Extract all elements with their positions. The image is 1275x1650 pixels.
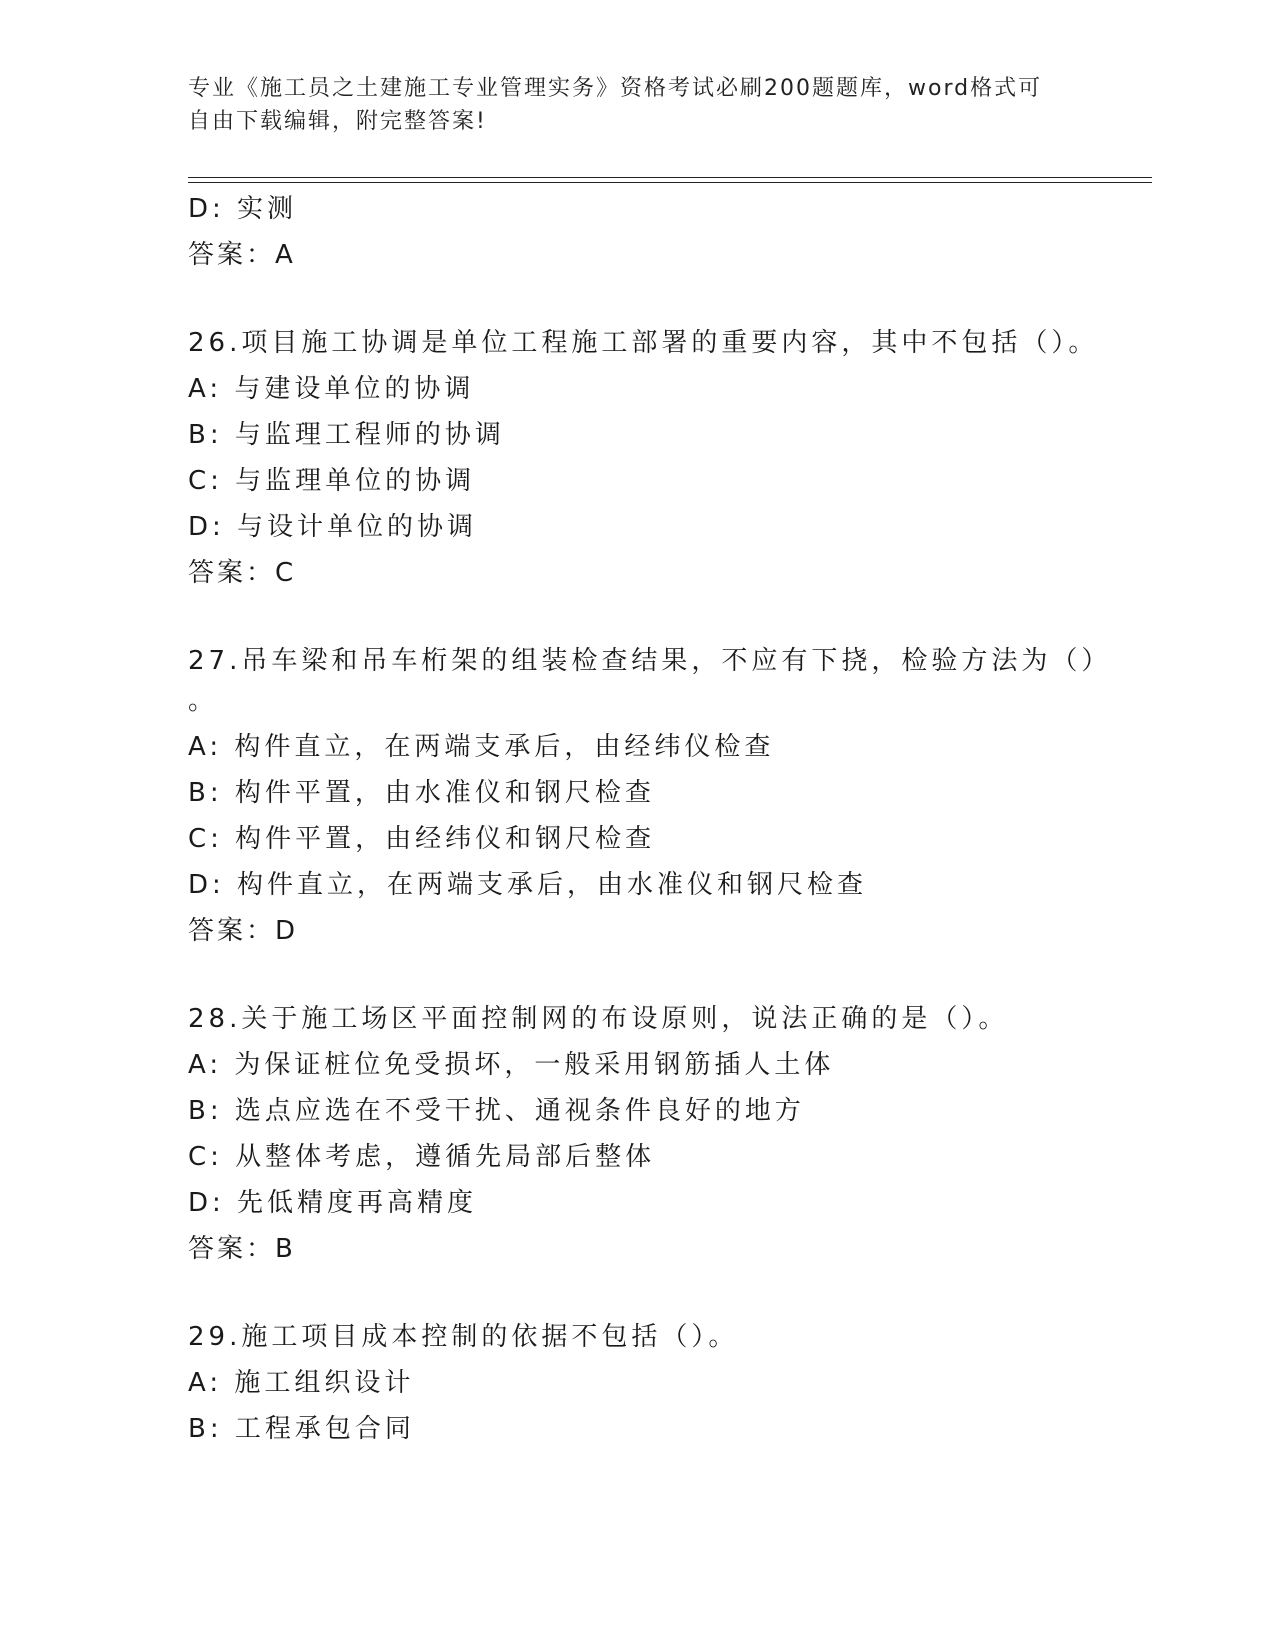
answer-line: 答案：C bbox=[188, 558, 297, 588]
option-b: B: 构件平置，由水准仪和钢尺检查 bbox=[188, 778, 655, 808]
option-c: C: 构件平置，由经纬仪和钢尺检查 bbox=[188, 824, 656, 854]
option-a: A: 为保证桩位免受损坏，一般采用钢筋插人土体 bbox=[188, 1050, 835, 1080]
question-stem: 26.项目施工协调是单位工程施工部署的重要内容，其中不包括（）。 bbox=[188, 328, 1099, 358]
option-c: C: 从整体考虑，遵循先局部后整体 bbox=[188, 1142, 656, 1172]
header-line-1: 专业《施工员之土建施工专业管理实务》资格考试必刷200题题库，word格式可 bbox=[188, 76, 1043, 101]
option-c: C: 与监理单位的协调 bbox=[188, 466, 476, 496]
header-rule-top bbox=[188, 177, 1152, 178]
question-gap bbox=[188, 278, 1148, 320]
option-d: D: 先低精度再高精度 bbox=[188, 1188, 478, 1218]
answer-line: 答案：A bbox=[188, 240, 296, 270]
option-b: B: 选点应选在不受干扰、通视条件良好的地方 bbox=[188, 1096, 805, 1126]
option-a: A: 与建设单位的协调 bbox=[188, 374, 475, 404]
option-b: B: 与监理工程师的协调 bbox=[188, 420, 505, 450]
answer-line: 答案：D bbox=[188, 916, 299, 946]
question-stem-tail: 。 bbox=[188, 686, 219, 716]
question-list bbox=[188, 186, 1148, 1452]
option-b: B: 工程承包合同 bbox=[188, 1414, 415, 1444]
option-d: D: 构件直立，在两端支承后，由水准仪和钢尺检查 bbox=[188, 870, 868, 900]
question-gap bbox=[188, 1272, 1148, 1314]
option-a: A: 施工组织设计 bbox=[188, 1368, 415, 1398]
question-stem: 28.关于施工场区平面控制网的布设原则，说法正确的是（）。 bbox=[188, 1004, 1009, 1034]
document-header bbox=[188, 72, 1068, 138]
question-stem: 27.吊车梁和吊车桁架的组装检查结果，不应有下挠，检验方法为（） bbox=[188, 646, 1112, 676]
question-gap bbox=[188, 596, 1148, 638]
option-a: A: 构件直立，在两端支承后，由经纬仪检查 bbox=[188, 732, 775, 762]
answer-line: 答案：B bbox=[188, 1234, 296, 1264]
option-d: D: 实测 bbox=[188, 194, 298, 224]
question-gap bbox=[188, 954, 1148, 996]
option-d: D: 与设计单位的协调 bbox=[188, 512, 478, 542]
header-rule-bottom bbox=[188, 182, 1152, 183]
question-stem: 29.施工项目成本控制的依据不包括（）。 bbox=[188, 1322, 739, 1352]
header-line-2: 自由下载编辑，附完整答案! bbox=[188, 109, 487, 134]
